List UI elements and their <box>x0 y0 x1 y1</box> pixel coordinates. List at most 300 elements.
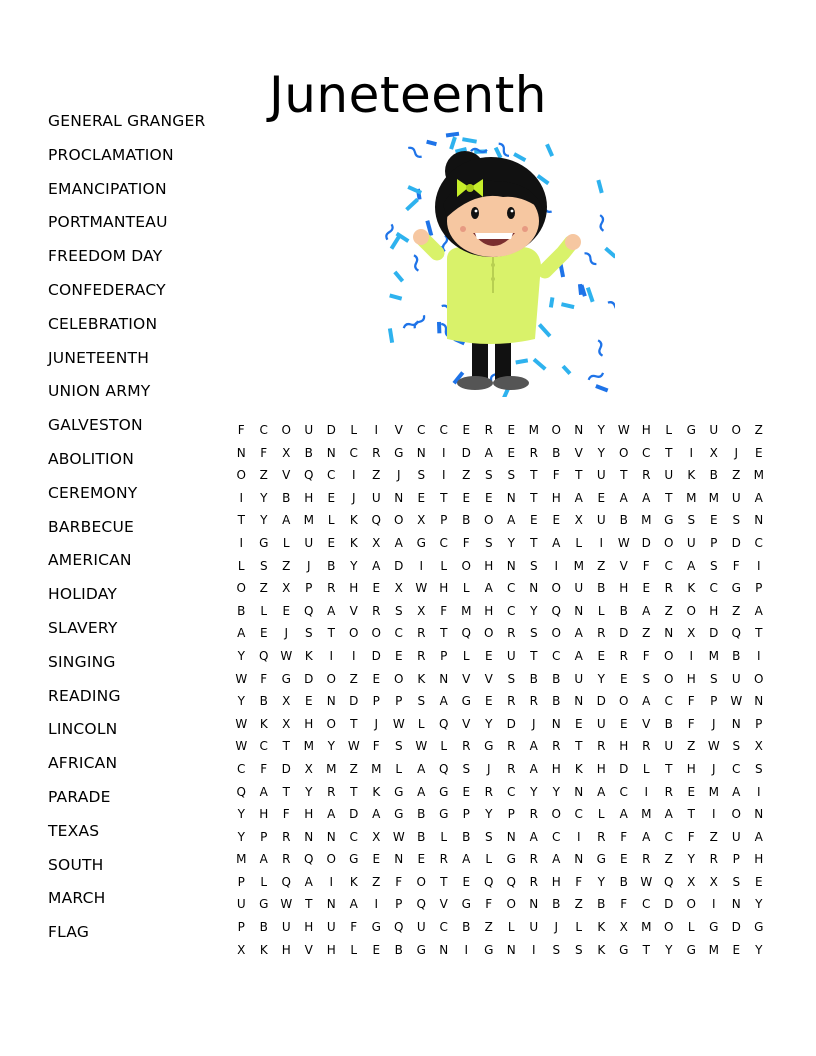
grid-letter: L <box>462 648 470 663</box>
grid-letter: C <box>394 626 403 641</box>
word-list-item: CONFEDERACY <box>48 280 166 299</box>
grid-letter: U <box>731 671 741 686</box>
grid-letter: Y <box>597 671 605 686</box>
grid-row <box>230 555 770 578</box>
grid-letter: L <box>282 535 290 550</box>
grid-letter: O <box>664 648 674 663</box>
grid-letter: E <box>597 648 606 663</box>
grid-letter: C <box>349 829 358 844</box>
grid-row <box>230 916 770 939</box>
grid-letter: B <box>282 490 291 505</box>
grid-letter: F <box>395 874 403 889</box>
grid-letter: X <box>394 581 403 596</box>
grid-letter: I <box>464 942 469 957</box>
confetti-piece <box>538 323 552 337</box>
grid-letter: A <box>619 490 628 505</box>
grid-letter: N <box>304 829 314 844</box>
grid-letter: O <box>236 581 246 596</box>
grid-letter: U <box>731 490 741 505</box>
grid-letter: R <box>462 739 471 754</box>
grid-letter: S <box>259 558 268 573</box>
grid-letter: O <box>754 671 764 686</box>
confetti-piece <box>388 328 394 343</box>
grid-letter: L <box>485 852 493 867</box>
grid-letter: G <box>506 852 516 867</box>
grid-letter: K <box>597 920 606 935</box>
grid-letter: B <box>417 807 426 822</box>
grid-letter: F <box>260 761 268 776</box>
grid-letter: A <box>664 807 673 822</box>
grid-letter: C <box>507 581 516 596</box>
grid-letter: R <box>529 445 538 460</box>
grid-letter: R <box>529 807 538 822</box>
grid-letter: G <box>461 897 471 912</box>
grid-row <box>230 509 770 532</box>
grid-row <box>230 668 770 691</box>
grid-letter: L <box>597 603 605 618</box>
grid-letter: E <box>417 490 426 505</box>
grid-letter: S <box>484 535 493 550</box>
grid-letter: L <box>575 535 583 550</box>
grid-letter: B <box>597 897 606 912</box>
grid-letter: L <box>350 423 358 437</box>
grid-letter: I <box>689 648 694 663</box>
word-list-item: FLAG <box>48 923 90 942</box>
grid-letter: R <box>439 852 448 867</box>
grid-letter: B <box>237 603 246 618</box>
grid-letter: X <box>687 626 696 641</box>
grid-letter: A <box>484 581 493 596</box>
grid-letter: E <box>484 648 493 663</box>
grid-letter: O <box>551 423 561 437</box>
grid-letter: K <box>417 671 426 686</box>
grid-letter: E <box>484 490 493 505</box>
grid-letter: E <box>372 581 381 596</box>
grid-letter: T <box>440 626 448 641</box>
grid-letter: M <box>236 852 247 867</box>
grid-row <box>230 803 770 826</box>
grid-letter: O <box>731 423 741 437</box>
grid-letter: Y <box>755 897 763 912</box>
grid-letter: N <box>754 807 764 822</box>
grid-letter: X <box>417 513 426 528</box>
grid-letter: R <box>529 694 538 709</box>
grid-letter: P <box>710 535 718 550</box>
word-search-grid <box>230 419 770 961</box>
grid-letter: S <box>304 626 313 641</box>
grid-letter: Q <box>281 874 291 889</box>
grid-letter: H <box>439 581 449 596</box>
grid-letter: A <box>619 807 628 822</box>
grid-letter: K <box>304 648 313 663</box>
grid-letter: V <box>642 716 651 731</box>
grid-letter: W <box>617 423 630 437</box>
grid-letter: U <box>304 535 314 550</box>
grid-letter: T <box>755 626 763 641</box>
grid-letter: T <box>530 468 538 483</box>
grid-letter: Q <box>304 603 314 618</box>
grid-letter: U <box>529 920 539 935</box>
grid-letter: K <box>574 761 583 776</box>
grid-letter: L <box>350 942 358 957</box>
grid-letter: U <box>236 897 246 912</box>
grid-letter: F <box>687 716 695 731</box>
grid-letter: C <box>439 423 448 437</box>
grid-letter: Y <box>327 739 335 754</box>
grid-letter: E <box>282 603 291 618</box>
grid-row <box>230 713 770 736</box>
grid-letter: G <box>709 920 719 935</box>
grid-letter: L <box>440 558 448 573</box>
grid-letter: K <box>687 468 696 483</box>
grid-letter: G <box>686 942 696 957</box>
grid-letter: A <box>327 603 336 618</box>
grid-letter: U <box>664 468 674 483</box>
grid-row <box>230 487 770 510</box>
grid-letter: D <box>281 761 291 776</box>
grid-letter: E <box>529 513 538 528</box>
grid-letter: R <box>282 852 291 867</box>
grid-letter: G <box>416 535 426 550</box>
grid-letter: O <box>551 807 561 822</box>
grid-letter: C <box>664 558 673 573</box>
grid-letter: X <box>282 581 291 596</box>
grid-letter: T <box>530 648 538 663</box>
grid-letter: L <box>687 920 695 935</box>
grid-letter: L <box>462 581 470 596</box>
grid-letter: P <box>440 513 448 528</box>
grid-letter: G <box>484 739 494 754</box>
grid-letter: C <box>507 784 516 799</box>
word-list-item: GENERAL GRANGER <box>48 112 206 130</box>
grid-letter: E <box>417 852 426 867</box>
grid-letter: O <box>506 897 516 912</box>
confetti-piece <box>407 146 423 158</box>
grid-letter: M <box>686 490 697 505</box>
grid-letter: J <box>531 716 536 731</box>
grid-letter: D <box>709 626 719 641</box>
grid-letter: N <box>754 694 764 709</box>
grid-letter: R <box>507 626 516 641</box>
word-list-item: TEXAS <box>48 821 100 840</box>
grid-letter: P <box>755 716 763 731</box>
grid-letter: T <box>282 784 290 799</box>
grid-letter: N <box>506 490 516 505</box>
grid-letter: I <box>329 874 334 889</box>
grid-letter: D <box>394 558 404 573</box>
grid-letter: I <box>756 558 761 573</box>
grid-letter: P <box>440 648 448 663</box>
grid-row <box>230 622 770 645</box>
grid-letter: Q <box>371 513 381 528</box>
grid-letter: N <box>574 852 584 867</box>
grid-letter: Z <box>574 897 583 912</box>
grid-row <box>230 939 770 962</box>
grid-letter: H <box>304 807 314 822</box>
grid-letter: B <box>259 920 268 935</box>
page-title: Juneteenth <box>269 65 547 124</box>
grid-letter: M <box>573 558 584 573</box>
confetti-piece <box>390 236 401 250</box>
grid-letter: Y <box>552 784 560 799</box>
grid-letter: T <box>620 468 628 483</box>
grid-letter: T <box>665 445 673 460</box>
word-list-item: GALVESTON <box>48 416 143 435</box>
grid-letter: R <box>709 852 718 867</box>
grid-letter: Y <box>350 558 358 573</box>
grid-letter: K <box>597 942 606 957</box>
grid-letter: S <box>394 603 403 618</box>
grid-letter: G <box>664 513 674 528</box>
grid-letter: O <box>686 603 696 618</box>
grid-letter: X <box>237 942 246 957</box>
grid-letter: V <box>619 558 628 573</box>
grid-letter: T <box>575 468 583 483</box>
grid-letter: D <box>461 445 471 460</box>
grid-letter: Z <box>732 468 741 483</box>
grid-letter: B <box>619 874 628 889</box>
grid-letter: E <box>619 716 628 731</box>
grid-letter: H <box>349 581 359 596</box>
grid-letter: G <box>439 784 449 799</box>
grid-letter: S <box>732 513 741 528</box>
grid-letter: R <box>619 648 628 663</box>
grid-row <box>230 442 770 465</box>
grid-letter: U <box>281 920 291 935</box>
grid-letter: U <box>506 648 516 663</box>
grid-letter: F <box>282 807 290 822</box>
grid-letter: V <box>484 671 493 686</box>
grid-letter: S <box>552 942 561 957</box>
grid-letter: N <box>574 784 584 799</box>
grid-letter: R <box>664 581 673 596</box>
grid-letter: J <box>396 468 401 483</box>
grid-letter: B <box>664 716 673 731</box>
grid-letter: S <box>709 671 718 686</box>
grid-letter: E <box>462 784 471 799</box>
grid-letter: R <box>597 829 606 844</box>
grid-letter: A <box>574 490 583 505</box>
grid-letter: U <box>416 920 426 935</box>
grid-letter: W <box>415 739 428 754</box>
grid-letter: D <box>619 626 629 641</box>
grid-letter: W <box>280 648 293 663</box>
confetti-piece <box>596 340 604 356</box>
grid-letter: I <box>441 445 446 460</box>
grid-letter: B <box>732 648 741 663</box>
grid-letter: V <box>439 897 448 912</box>
grid-letter: N <box>754 513 764 528</box>
grid-letter: R <box>282 829 291 844</box>
grid-letter: I <box>711 807 716 822</box>
grid-letter: G <box>394 807 404 822</box>
grid-letter: R <box>664 784 673 799</box>
grid-letter: J <box>284 626 289 641</box>
grid-letter: C <box>664 694 673 709</box>
grid-letter: Y <box>260 513 268 528</box>
grid-letter: B <box>462 513 471 528</box>
grid-letter: F <box>642 558 650 573</box>
grid-letter: U <box>596 468 606 483</box>
grid-letter: A <box>574 626 583 641</box>
grid-letter: O <box>484 513 494 528</box>
grid-letter: T <box>350 716 358 731</box>
grid-letter: U <box>326 920 336 935</box>
grid-letter: I <box>711 897 716 912</box>
grid-letter: J <box>711 716 716 731</box>
grid-letter: G <box>484 942 494 957</box>
grid-letter: O <box>349 626 359 641</box>
grid-letter: Z <box>642 626 651 641</box>
word-list-item: UNION ARMY <box>48 382 151 401</box>
grid-letter: F <box>732 558 740 573</box>
grid-letter: Y <box>237 829 245 844</box>
grid-letter: O <box>731 807 741 822</box>
grid-letter: X <box>372 829 381 844</box>
grid-letter: E <box>372 671 381 686</box>
grid-letter: G <box>259 535 269 550</box>
grid-letter: A <box>552 535 561 550</box>
grid-row <box>230 600 770 623</box>
grid-letter: E <box>732 942 741 957</box>
grid-letter: J <box>374 716 379 731</box>
grid-letter: E <box>687 784 696 799</box>
grid-letter: D <box>304 671 314 686</box>
grid-letter: I <box>239 490 244 505</box>
grid-letter: E <box>462 874 471 889</box>
word-list-item: SLAVERY <box>48 618 118 637</box>
grid-letter: X <box>619 920 628 935</box>
grid-letter: D <box>619 761 629 776</box>
grid-letter: R <box>507 739 516 754</box>
grid-letter: A <box>417 784 426 799</box>
confetti-piece <box>607 301 615 312</box>
grid-letter: E <box>754 445 763 460</box>
grid-letter: X <box>574 513 583 528</box>
grid-letter: U <box>731 829 741 844</box>
grid-letter: E <box>619 671 628 686</box>
grid-letter: I <box>576 829 581 844</box>
confetti-piece <box>443 235 447 251</box>
grid-letter: O <box>461 558 471 573</box>
grid-letter: L <box>642 761 650 776</box>
grid-letter: Q <box>416 897 426 912</box>
grid-letter: C <box>417 423 426 437</box>
grid-letter: A <box>732 784 741 799</box>
grid-letter: D <box>641 535 651 550</box>
grid-letter: G <box>731 581 741 596</box>
grid-letter: F <box>462 535 470 550</box>
grid-letter: Y <box>530 784 538 799</box>
grid-letter: R <box>417 626 426 641</box>
grid-letter: H <box>304 716 314 731</box>
grid-letter: I <box>599 535 604 550</box>
grid-letter: B <box>552 671 561 686</box>
grid-letter: H <box>259 807 269 822</box>
grid-letter: W <box>235 716 248 731</box>
grid-letter: M <box>641 807 652 822</box>
grid-letter: R <box>642 852 651 867</box>
grid-letter: H <box>754 852 764 867</box>
grid-letter: X <box>282 694 291 709</box>
grid-letter: L <box>237 558 245 573</box>
grid-letter: H <box>484 558 494 573</box>
grid-letter: A <box>282 513 291 528</box>
grid-letter: N <box>439 671 449 686</box>
grid-letter: H <box>619 581 629 596</box>
grid-letter: Q <box>304 852 314 867</box>
confetti-piece <box>437 322 441 334</box>
confetti-piece <box>533 358 547 371</box>
grid-letter: M <box>641 513 652 528</box>
grid-letter: O <box>326 716 336 731</box>
grid-letter: S <box>732 739 741 754</box>
grid-letter: Y <box>485 716 493 731</box>
grid-letter: C <box>439 535 448 550</box>
grid-letter: Q <box>394 920 404 935</box>
grid-letter: O <box>664 535 674 550</box>
grid-letter: W <box>235 739 248 754</box>
grid-letter: L <box>575 920 583 935</box>
grid-letter: S <box>732 874 741 889</box>
grid-letter: I <box>351 648 356 663</box>
grid-letter: U <box>371 490 381 505</box>
grid-letter: W <box>347 739 360 754</box>
confetti-piece <box>549 297 555 308</box>
grid-letter: R <box>484 423 493 437</box>
grid-letter: W <box>707 739 720 754</box>
grid-letter: S <box>529 558 538 573</box>
grid-letter: P <box>372 694 380 709</box>
grid-letter: X <box>304 761 313 776</box>
grid-letter: B <box>619 513 628 528</box>
grid-letter: P <box>462 807 470 822</box>
grid-letter: R <box>484 784 493 799</box>
grid-letter: Q <box>439 761 449 776</box>
grid-letter: Z <box>259 581 268 596</box>
grid-letter: O <box>326 671 336 686</box>
word-list-item: ABOLITION <box>48 449 135 468</box>
grid-letter: L <box>440 829 448 844</box>
grid-letter: C <box>574 807 583 822</box>
grid-letter: K <box>349 535 358 550</box>
grid-letter: B <box>462 829 471 844</box>
grid-letter: K <box>259 716 268 731</box>
grid-letter: P <box>395 897 403 912</box>
grid-letter: H <box>484 603 494 618</box>
grid-letter: X <box>709 445 718 460</box>
grid-letter: Q <box>731 626 741 641</box>
grid-letter: T <box>350 784 358 799</box>
grid-letter: N <box>326 694 336 709</box>
grid-letter: T <box>665 761 673 776</box>
grid-letter: T <box>237 513 245 528</box>
grid-letter: T <box>530 490 538 505</box>
confetti-piece <box>413 314 425 329</box>
grid-letter: A <box>754 490 763 505</box>
word-list-item: SINGING <box>48 652 116 671</box>
grid-letter: B <box>529 671 538 686</box>
grid-letter: G <box>394 784 404 799</box>
grid-letter: S <box>417 468 426 483</box>
grid-letter: O <box>551 581 561 596</box>
grid-letter: Z <box>664 852 673 867</box>
grid-letter: O <box>394 513 404 528</box>
grid-letter: P <box>732 852 740 867</box>
grid-letter: S <box>484 468 493 483</box>
grid-letter: N <box>439 942 449 957</box>
grid-letter: A <box>304 874 313 889</box>
